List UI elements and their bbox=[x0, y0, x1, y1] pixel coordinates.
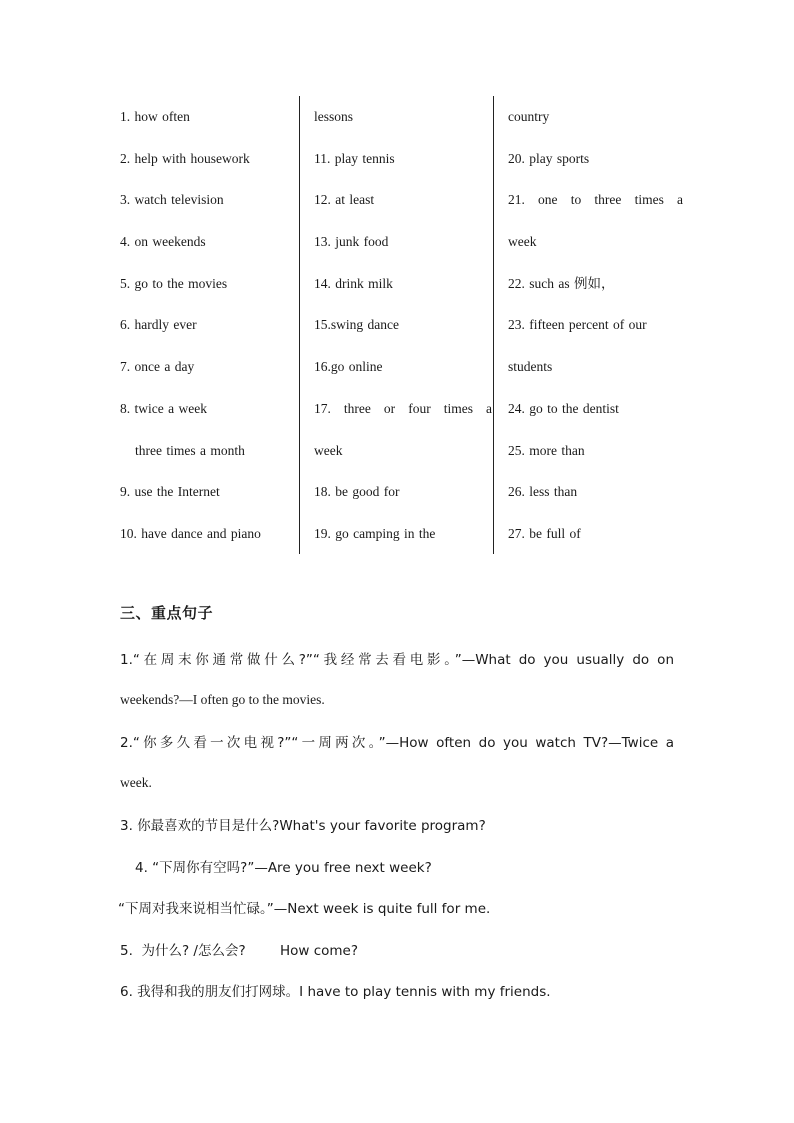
phrase-item: lessons bbox=[314, 109, 354, 124]
phrase-column-1 bbox=[120, 96, 298, 554]
phrase-item: 7. once a day bbox=[120, 359, 195, 375]
phrase-item: week bbox=[508, 234, 537, 250]
sentence-5: 5. 为什么? /怎么会? How come? bbox=[120, 943, 359, 959]
phrase-item: 20. play sports bbox=[508, 150, 590, 166]
phrase-item: 2. help with housework bbox=[120, 150, 250, 166]
phrase-item: 24. go to the dentist bbox=[508, 400, 619, 416]
sentence-1-line-2: weekends?—I often go to the movies. bbox=[120, 692, 325, 707]
sentence-2-line-1: 2.“你多久看一次电视?”“一周两次。”—How often do you watch TV?—Twice a bbox=[120, 735, 674, 751]
phrase-item: 23. fifteen percent of our bbox=[508, 317, 647, 333]
phrase-column-3 bbox=[508, 96, 683, 554]
phrase-item: 14. drink milk bbox=[314, 275, 393, 291]
phrase-item: 18. be good for bbox=[314, 484, 400, 500]
phrase-item: 12. at least bbox=[314, 192, 375, 208]
section-heading: 三、重点句子 bbox=[120, 604, 214, 622]
phrase-item: 13. junk food bbox=[314, 234, 389, 250]
phrase-item: 21. one to three times a bbox=[508, 192, 683, 208]
phrase-item: 19. go camping in the bbox=[314, 525, 436, 541]
sentence-3: 3. 你最喜欢的节目是什么?What's your favorite program? bbox=[120, 818, 486, 834]
phrase-item: 16.go online bbox=[314, 359, 383, 375]
phrase-item: 8. twice a week bbox=[120, 400, 207, 416]
phrase-item: 17. three or four times a bbox=[314, 400, 492, 416]
phrase-item: country bbox=[508, 109, 550, 124]
phrase-item: 26. less than bbox=[508, 484, 578, 500]
phrase-item: 10. have dance and piano bbox=[120, 525, 261, 541]
phrase-item: 4. on weekends bbox=[120, 234, 206, 250]
phrase-column-2 bbox=[314, 96, 492, 554]
phrase-item: 27. be full of bbox=[508, 525, 581, 541]
phrase-item: 22. such as 例如， bbox=[508, 275, 615, 291]
sentence-4-line-1: 4. “下周你有空吗?”—Are you free next week? bbox=[135, 860, 432, 876]
phrase-item: week bbox=[314, 442, 343, 458]
phrase-item: 11. play tennis bbox=[314, 150, 395, 166]
phrase-item: students bbox=[508, 359, 553, 375]
sentence-6: 6. 我得和我的朋友们打网球。I have to play tennis with my friends. bbox=[120, 984, 551, 1000]
phrase-item: 5. go to the movies bbox=[120, 275, 228, 291]
column-divider-2 bbox=[493, 96, 494, 554]
phrase-item: 3. watch television bbox=[120, 192, 224, 208]
phrase-item: 15.swing dance bbox=[314, 317, 399, 333]
phrase-item: 25. more than bbox=[508, 442, 585, 458]
phrase-item: 1. how often bbox=[120, 109, 190, 124]
phrase-item: three times a month bbox=[135, 442, 245, 458]
phrase-item: 6. hardly ever bbox=[120, 317, 197, 333]
sentence-1-line-1: 1.“在周末你通常做什么?”“我经常去看电影。”—What do you usually do on bbox=[120, 652, 674, 668]
sentence-4-line-2: “下周对我来说相当忙碌。”—Next week is quite full for me. bbox=[118, 901, 491, 917]
column-divider-1 bbox=[299, 96, 300, 554]
sentence-2-line-2: week. bbox=[120, 775, 152, 790]
phrase-item: 9. use the Internet bbox=[120, 484, 220, 500]
